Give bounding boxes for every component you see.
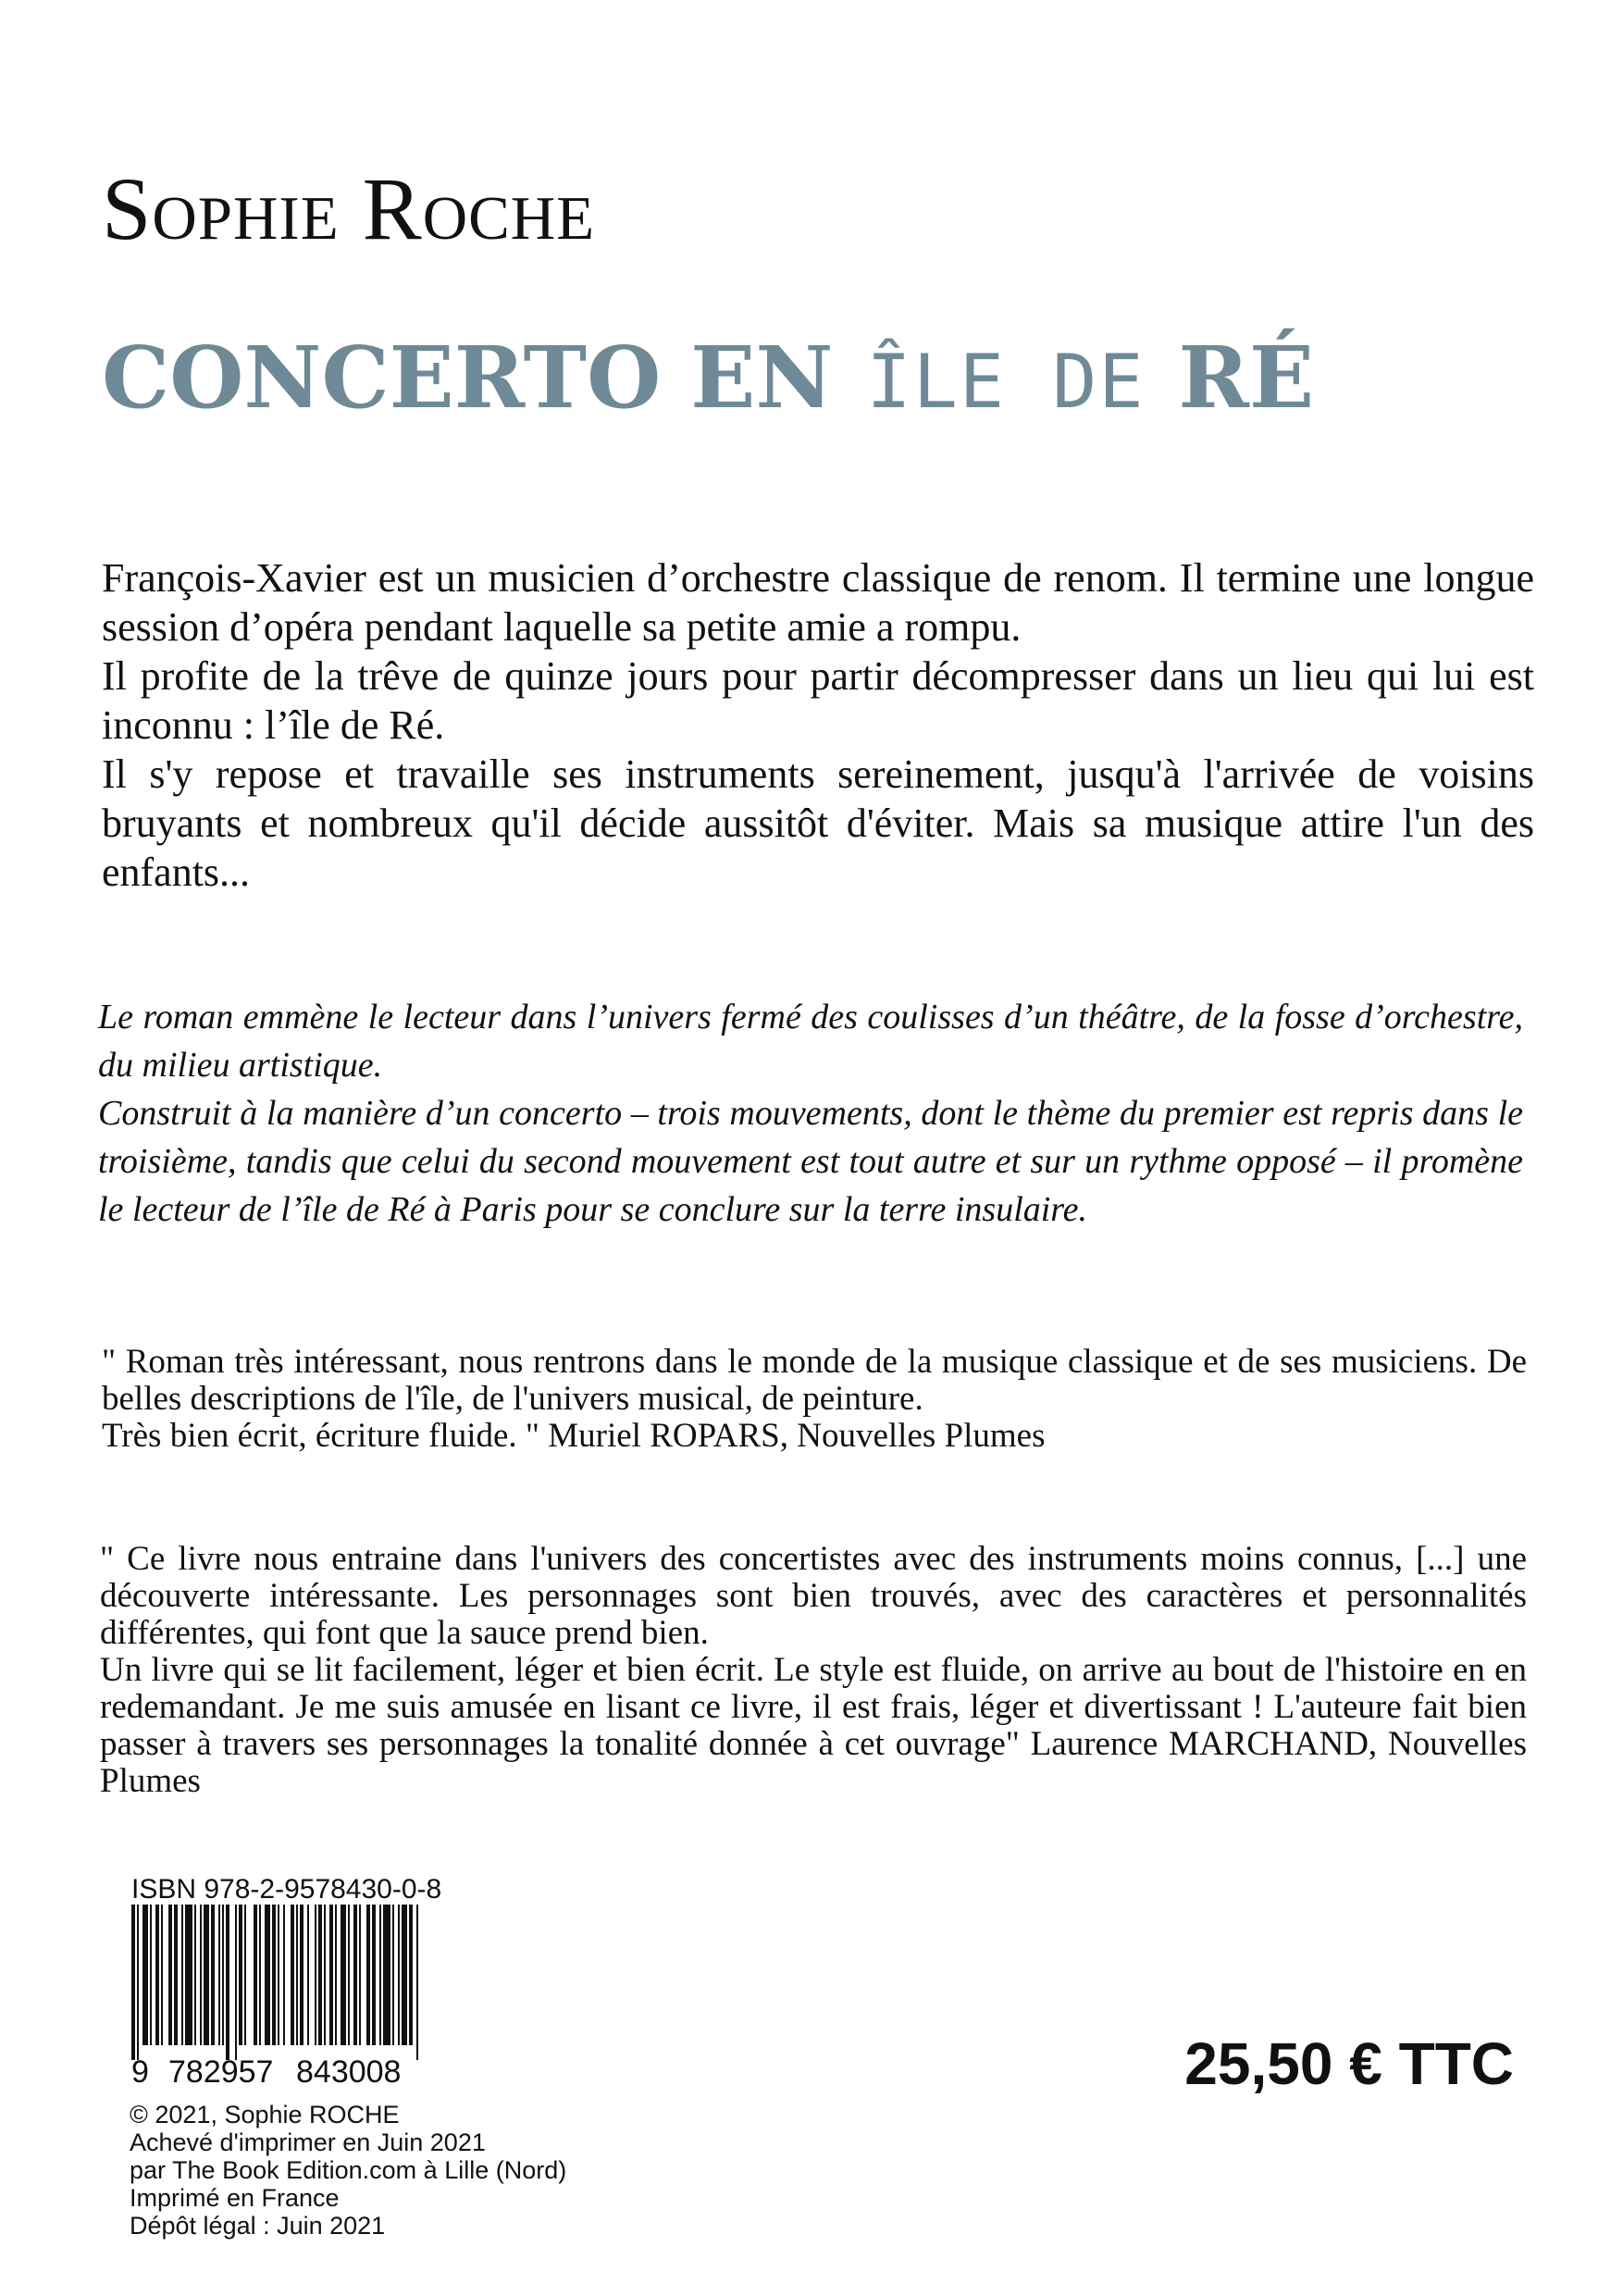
synopsis-paragraph: Il s'y repose et travaille ses instruments sereinement, jusqu'à l'arrivée de voisins bruyants et nombreux qu'il décide aussitôt d'éviter. Mais sa musique attire l'un des enfants... <box>102 751 1534 895</box>
imprint-line: Achevé d'imprimer en Juin 2021 <box>130 2128 486 2156</box>
book-title-part1: CONCERTO EN <box>102 328 834 428</box>
isbn-label: ISBN 978-2-9578430-0-8 <box>131 1874 442 1905</box>
barcode-digit-first: 9 <box>131 2054 149 2090</box>
imprint-info <box>130 2101 566 2240</box>
imprint-line: © 2021, Sophie ROCHE <box>130 2101 400 2128</box>
description-paragraph: Construit à la manière d’un concerto – trois mouvements, dont le thème du premier est repris dans le troisième, tandis que celui du second mouvement est tout autre et sur un rythme opposé – il promène le lecteur de l’île de Ré à Paris pour se conclure sur la terre insulaire. <box>98 1094 1523 1229</box>
review-paragraph: Très bien écrit, écriture fluide. " Muriel ROPARS, Nouvelles Plumes <box>102 1417 1046 1455</box>
description-paragraph: Le roman emmène le lecteur dans l’univers fermé des coulisses d’un théâtre, de la fosse d’orchestre, du milieu artistique. <box>98 998 1523 1085</box>
book-title-part3: RÉ <box>1178 328 1315 428</box>
review-ropars <box>102 1344 1527 1455</box>
book-title <box>102 328 1315 428</box>
barcode-digits-left: 782957 <box>168 2054 274 2090</box>
price: 25,50 € TTC <box>1184 2030 1514 2097</box>
imprint-line: Imprimé en France <box>130 2184 340 2212</box>
review-paragraph: " Ce livre nous entraine dans l'univers des concertistes avec des instruments moins connus, [...] une découverte intéressante. Les personnages sont bien trouvés, avec des caractères et personnalités différentes, qui font que la sauce prend bien. <box>100 1540 1527 1652</box>
synopsis-paragraph: Il profite de la trêve de quinze jours pour partir décompresser dans un lieu qui lui est inconnu : l’île de Ré. <box>102 653 1534 748</box>
barcode <box>131 1905 423 2060</box>
review-paragraph: Un livre qui se lit facilement, léger et bien écrit. Le style est fluide, on arrive au bout de l'histoire en en redemandant. Je me suis amusée en lisant ce livre, il est frais, léger et divertissant ! L'auteure fait bien passer à travers ses personnages la tonalité donnée à cet ouvrage" Laurence MARCHAND, Nouvelles Plumes <box>100 1651 1527 1800</box>
synopsis <box>102 553 1534 897</box>
author-name: Sophie Roche <box>102 159 596 258</box>
review-paragraph: " Roman très intéressant, nous rentrons dans le monde de la musique classique et de ses musiciens. De belles descriptions de l'île, de l'univers musical, de peinture. <box>102 1343 1527 1418</box>
novel-description <box>98 993 1523 1234</box>
imprint-line: par The Book Edition.com à Lille (Nord) <box>130 2156 567 2184</box>
barcode-digits-right: 843008 <box>296 2054 402 2090</box>
book-title-part2: ÎLE DE <box>866 339 1146 425</box>
synopsis-paragraph: François-Xavier est un musicien d’orchestre classique de renom. Il termine une longue session d’opéra pendant laquelle sa petite amie a rompu. <box>102 555 1534 650</box>
barcode-digits <box>131 2056 401 2088</box>
imprint-line: Dépôt légal : Juin 2021 <box>130 2212 386 2240</box>
review-marchand <box>100 1541 1527 1800</box>
